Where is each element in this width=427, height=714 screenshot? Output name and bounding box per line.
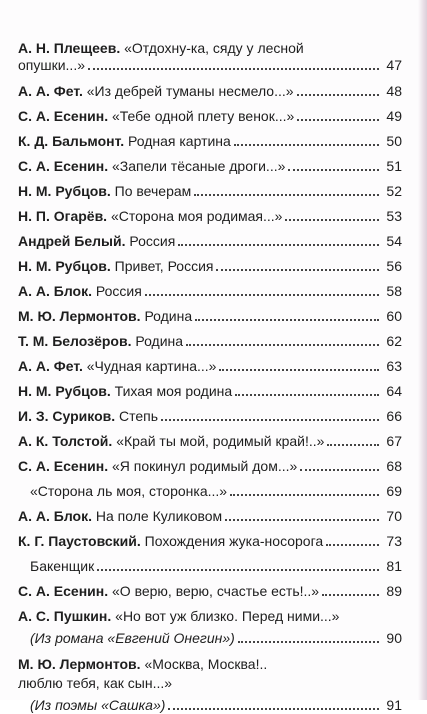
dot-leader [230,493,379,496]
toc-page-number: 50 [386,133,402,149]
toc-entry-line [18,40,402,57]
dot-leader [297,93,379,96]
dot-leader [326,543,379,546]
dot-leader [297,118,379,121]
toc-author: С. А. Есенин. [18,108,109,124]
toc-page-number: 60 [386,308,402,324]
toc-author: А. А. Фет. [18,83,83,99]
toc-title: «Край ты мой, родимый край!..» [116,433,325,449]
toc-author: И. З. Суриков. [18,408,116,424]
toc-author: А. А. Блок. [18,508,92,524]
toc-entry [18,308,402,325]
toc-entry [18,133,402,150]
toc-author: Н. М. Рубцов. [18,383,111,399]
toc-entry [18,158,402,175]
toc-page-number: 63 [386,358,402,374]
toc-author: А. А. Блок. [18,283,92,299]
toc-entry [18,208,402,225]
dot-leader [219,368,379,371]
toc-page-number: 73 [386,533,402,549]
toc-page-number: 90 [386,630,402,646]
toc-title: «Отдохну-ка, сяду у лесной [124,40,304,56]
toc-page-number: 68 [386,458,402,474]
toc-author: Н. М. Рубцов. [18,183,111,199]
toc-source-note: (Из поэмы «Сашка») [30,697,166,713]
toc-page-number: 67 [386,433,402,449]
toc-entry [18,656,402,714]
toc-entry [18,483,402,500]
toc-author: Т. М. Белозёров. [18,333,132,349]
toc-entry [18,40,402,74]
toc-title: Тихая моя родина [114,383,233,399]
toc-author: А. Н. Плещеев. [18,40,121,56]
toc-entry [18,283,402,300]
toc-title-cont: опушки...» [18,57,85,73]
toc-title: «Сторона моя родимая...» [110,208,283,224]
toc-page-number: 48 [386,83,402,99]
toc-page-number: 49 [386,108,402,124]
toc-title: Привет, Россия [114,258,214,274]
toc-page-number: 70 [386,508,402,524]
toc-title: «Я покинул родимый дом...» [112,458,298,474]
toc-title: Родная картина [128,133,231,149]
toc-entry-line [18,608,402,625]
toc-page-number: 91 [386,697,402,713]
dot-leader [235,393,379,396]
toc-author: К. Г. Паустовский. [18,533,141,549]
toc-title-cont: люблю тебя, как сын...» [18,675,173,691]
toc-title: Россия [129,233,176,249]
toc-entry [18,408,402,425]
toc-title: Родина [144,308,193,324]
toc-entry [18,433,402,450]
toc-page-number: 53 [386,208,402,224]
toc-page-number: 51 [386,158,402,174]
dot-leader [161,418,379,421]
toc-entry [18,533,402,550]
toc-entry [18,458,402,475]
toc-author: А. А. Фет. [18,358,83,374]
toc-entry [18,333,402,350]
toc-title: «Тебе одной плету венок...» [112,108,295,124]
toc-title: «Из дебрей туманы несмело...» [86,83,294,99]
toc-page-number: 58 [386,283,402,299]
toc-author: С. А. Есенин. [18,458,109,474]
dot-leader [88,67,379,70]
dot-leader [145,293,379,296]
toc-author: К. Д. Бальмонт. [18,133,125,149]
toc-title: «Но вот уж близко. Перед ними...» [115,608,340,624]
toc-entry-row [18,630,402,647]
toc-author: Н. П. Огарёв. [18,208,108,224]
toc-title: Родина [135,333,184,349]
toc-title: «О верю, верю, счастье есть!..» [112,583,320,599]
dot-leader [186,343,379,346]
dot-leader [216,268,379,271]
toc-entry [18,258,402,275]
toc-author: С. А. Есенин. [18,158,109,174]
toc-page-number: 62 [386,333,402,349]
toc-entry [18,358,402,375]
toc-entry [18,383,402,400]
dot-leader [225,518,379,521]
toc-page-number: 89 [386,583,402,599]
toc-entry [18,583,402,600]
toc-entry [18,558,402,575]
toc-title: Степь [119,408,159,424]
toc-title: «Сторона ль моя, сторонка...» [30,483,228,499]
toc-entry [18,508,402,525]
toc-title: «Москва, Москва!.. [144,656,268,672]
dot-leader [285,218,379,221]
toc-entry [18,233,402,250]
toc-source-note: (Из романа «Евгений Онегин») [30,630,235,646]
dot-leader [288,168,379,171]
toc-entry-line [18,656,402,673]
toc-author: М. Ю. Лермонтов. [18,308,141,324]
page-edge-shadow [418,0,427,700]
dot-leader [168,707,379,710]
toc-entry-line [18,675,402,692]
dot-leader [327,443,379,446]
toc-author: А. С. Пушкин. [18,608,112,624]
dot-leader [238,640,379,643]
table-of-contents [18,40,402,714]
toc-page-number: 56 [386,258,402,274]
toc-title: По вечерам [114,183,192,199]
toc-author: А. К. Толстой. [18,433,113,449]
toc-page-number: 52 [386,183,402,199]
toc-entry [18,108,402,125]
toc-entry-row [18,57,402,74]
toc-page-number: 66 [386,408,402,424]
dot-leader [300,468,379,471]
toc-title: Бакенщик [30,558,95,574]
dot-leader [195,318,379,321]
toc-author: Андрей Белый. [18,233,126,249]
toc-title: Россия [95,283,142,299]
dot-leader [97,568,379,571]
toc-page-number: 81 [386,558,402,574]
toc-entry [18,83,402,100]
toc-page-number: 64 [386,383,402,399]
toc-page-number: 69 [386,483,402,499]
dot-leader [234,143,379,146]
toc-title: Похождения жука-носорога [144,533,324,549]
dot-leader [322,593,379,596]
toc-title: «Чудная картина...» [86,358,217,374]
toc-entry [18,608,402,647]
toc-page-number: 47 [386,57,402,73]
toc-author: С. А. Есенин. [18,583,109,599]
toc-author: М. Ю. Лермонтов. [18,656,141,672]
toc-entry [18,183,402,200]
dot-leader [178,243,379,246]
toc-title: «Запели тёсаные дроги...» [112,158,286,174]
dot-leader [194,193,379,196]
toc-author: Н. М. Рубцов. [18,258,111,274]
toc-page-number: 54 [386,233,402,249]
toc-title: На поле Куликовом [95,508,223,524]
